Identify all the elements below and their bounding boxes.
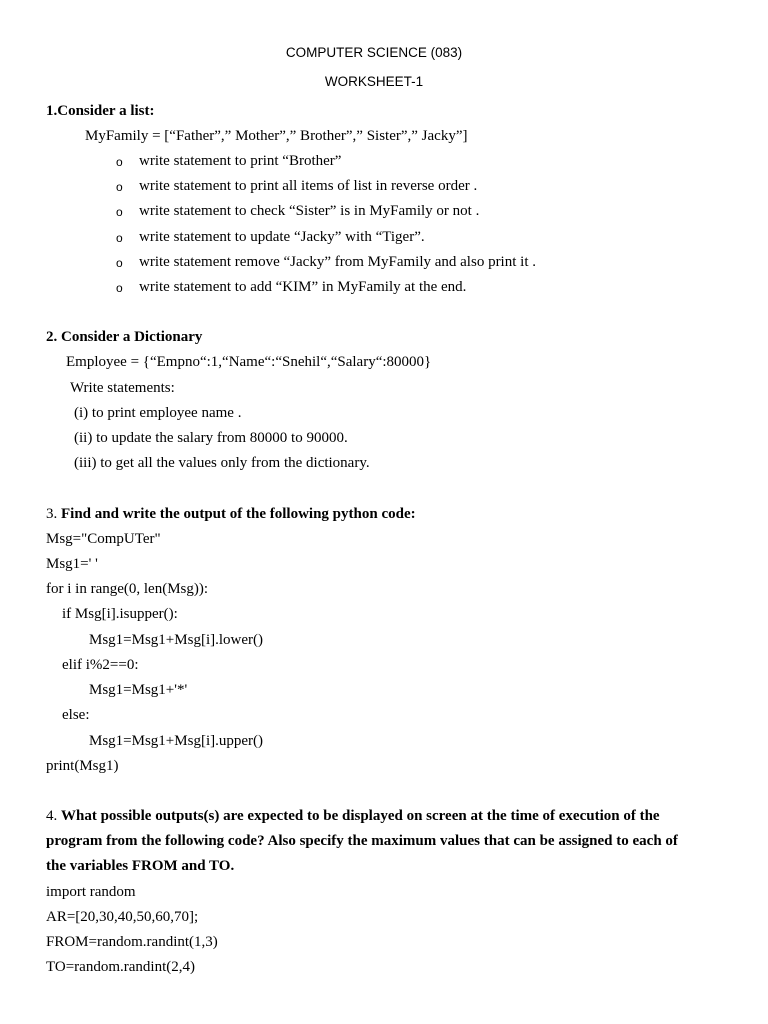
q4-heading bbox=[46, 807, 660, 825]
q2-item: (iii) to get all the values only from the dictionary. bbox=[74, 455, 370, 471]
worksheet-subtitle: WORKSHEET-1 bbox=[324, 74, 424, 89]
q4-heading-text: What possible outputs(s) are expected to be displayed on screen at the time of execution of the bbox=[61, 808, 660, 824]
q2-item: (i) to print employee name . bbox=[74, 405, 242, 421]
q1-item: write statement to update “Jacky” with “Tiger”. bbox=[139, 229, 425, 245]
q4-heading-text: program from the following code? Also specify the maximum values that can be assigned to each of bbox=[46, 833, 678, 849]
worksheet-title: COMPUTER SCIENCE (083) bbox=[285, 45, 463, 60]
q3-code-line: for i in range(0, len(Msg)): bbox=[46, 581, 209, 597]
q3-code-line: Msg="CompUTer" bbox=[46, 531, 161, 547]
bullet-icon: o bbox=[116, 281, 123, 295]
q3-code-line: print(Msg1) bbox=[46, 758, 119, 774]
q2-intro: Write statements: bbox=[70, 380, 175, 396]
q4-code-line: AR=[20,30,40,50,60,70]; bbox=[46, 909, 199, 925]
q4-code-line: TO=random.randint(2,4) bbox=[46, 959, 195, 975]
q4-code-line: FROM=random.randint(1,3) bbox=[46, 934, 218, 950]
bullet-icon: o bbox=[116, 155, 123, 169]
q3-code-line: Msg1=Msg1+'*' bbox=[89, 682, 188, 698]
q3-code-line: Msg1=Msg1+Msg[i].lower() bbox=[89, 632, 263, 648]
q3-code-line: Msg1=' ' bbox=[46, 556, 98, 572]
q2-dict-code: Employee = {“Empno“:1,“Name“:“Snehil“,“Salary“:80000} bbox=[66, 354, 432, 370]
q1-item: write statement to add “KIM” in MyFamily at the end. bbox=[139, 279, 467, 295]
q2-heading: 2. Consider a Dictionary bbox=[46, 329, 203, 345]
q1-item: write statement to check “Sister” is in MyFamily or not . bbox=[139, 203, 480, 219]
q1-item: write statement to print all items of list in reverse order . bbox=[139, 178, 478, 194]
q4-number: 4. bbox=[46, 808, 61, 824]
q3-heading-text: Find and write the output of the following python code: bbox=[61, 506, 416, 522]
q1-list-code: MyFamily = [“Father”,” Mother”,” Brother”,” Sister”,” Jacky”] bbox=[85, 128, 468, 144]
bullet-icon: o bbox=[116, 256, 123, 270]
q4-code-line: import random bbox=[46, 884, 136, 900]
q1-heading: 1.Consider a list: bbox=[46, 103, 155, 119]
q3-code-line: else: bbox=[62, 707, 90, 723]
q1-item: write statement to print “Brother” bbox=[139, 153, 342, 169]
bullet-icon: o bbox=[116, 205, 123, 219]
q1-item: write statement remove “Jacky” from MyFamily and also print it . bbox=[139, 254, 536, 270]
q3-code-line: Msg1=Msg1+Msg[i].upper() bbox=[89, 733, 263, 749]
q3-code-line: elif i%2==0: bbox=[62, 657, 139, 673]
q2-item: (ii) to update the salary from 80000 to 90000. bbox=[74, 430, 348, 446]
bullet-icon: o bbox=[116, 231, 123, 245]
q3-heading bbox=[46, 505, 416, 523]
q3-number: 3. bbox=[46, 506, 61, 522]
bullet-icon: o bbox=[116, 180, 123, 194]
q3-code-line: if Msg[i].isupper(): bbox=[62, 606, 178, 622]
q4-heading-text: the variables FROM and TO. bbox=[46, 858, 235, 874]
